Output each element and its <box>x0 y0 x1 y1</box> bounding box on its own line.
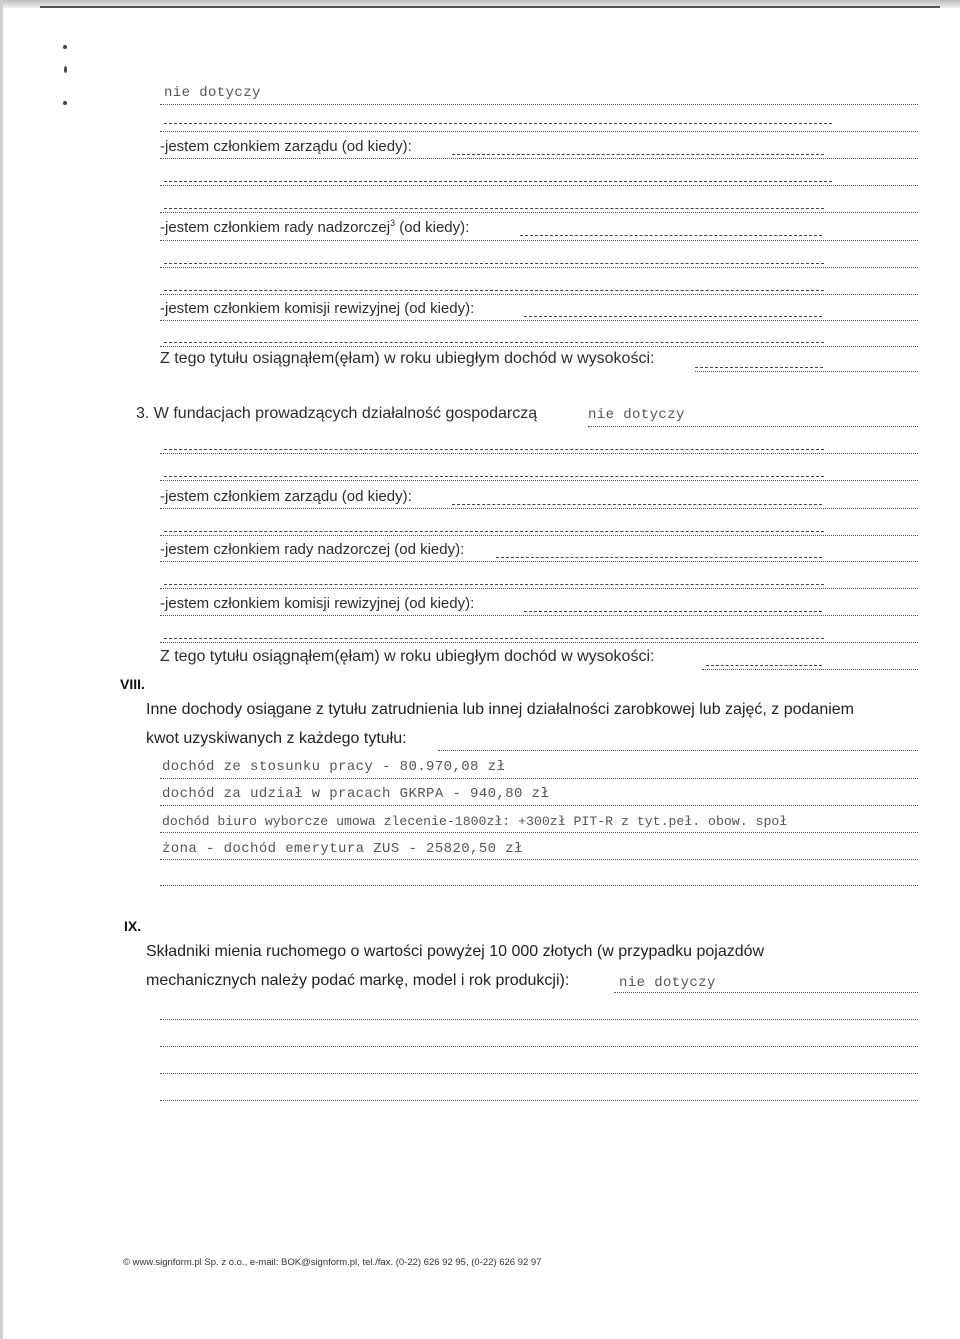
dash-line <box>160 458 918 480</box>
income-entry: dochód za udział w pracach GKRPA - 940,80 zł <box>162 786 550 802</box>
scan-left-edge <box>0 0 3 1339</box>
income-row <box>160 349 918 371</box>
dash-line <box>160 566 918 588</box>
dotted-rule <box>160 588 918 589</box>
dotted-rule <box>160 480 918 481</box>
supervisory-label: -jestem członkiem rady nadzorczej (od kiedy): <box>160 541 465 558</box>
board-membership-row <box>160 136 918 158</box>
dotted-rule <box>160 1073 918 1074</box>
section8-line1: Inne dochody osiągane z tytułu zatrudnienia lub innej działalności zarobkowej lub zajęć, z podaniem <box>146 701 854 718</box>
section9-line2: mechanicznych należy podać markę, model i rok produkcji): <box>146 972 570 989</box>
dash-line <box>160 620 918 642</box>
dash-fill <box>524 316 822 317</box>
dotted-rule <box>160 294 918 295</box>
dash-line <box>160 245 918 267</box>
dotted-rule <box>588 426 918 427</box>
scan-speck <box>64 66 67 73</box>
dotted-rule <box>438 750 918 751</box>
dotted-rule <box>160 615 918 616</box>
dotted-rule <box>160 185 918 186</box>
dotted-rule <box>160 642 918 643</box>
dash-fill <box>496 557 822 558</box>
dash-fill <box>520 235 822 236</box>
dotted-rule <box>160 267 918 268</box>
dotted-rule <box>160 778 918 779</box>
section3-heading <box>136 404 918 426</box>
income-entry: dochód ze stosunku pracy - 80.970,08 zł <box>162 759 506 775</box>
dash-line <box>160 272 918 294</box>
audit-label: -jestem członkiem komisji rewizyjnej (od kiedy): <box>160 300 475 317</box>
audit-committee-row <box>160 298 918 320</box>
income-label: Z tego tytułu osiągnąłem(ęłam) w roku ubiegłym dochód w wysokości: <box>160 648 655 665</box>
dotted-rule <box>160 1100 918 1101</box>
dash-line <box>160 431 918 453</box>
dotted-rule <box>160 508 918 509</box>
section3-board-row <box>160 486 918 508</box>
dotted-rule <box>160 561 918 562</box>
footnote-mark: 3 <box>390 218 396 228</box>
supervisory-label: -jestem członkiem rady nadzorczej$^3$ (od kiedy): <box>160 218 470 236</box>
section3-audit-row <box>160 593 918 615</box>
section3-number: 3. W fundacjach prowadzących działalność gospodarczą <box>136 405 538 422</box>
dotted-rule <box>160 1046 918 1047</box>
dotted-rule <box>695 371 918 372</box>
dash-fill <box>695 367 823 368</box>
dotted-rule <box>160 535 918 536</box>
dash-line <box>160 324 918 346</box>
answer-line <box>160 82 918 104</box>
dash-fill <box>524 611 822 612</box>
section9-line1: Składniki mienia ruchomego o wartości powyżej 10 000 złotych (w przypadku pojazdów <box>146 943 765 960</box>
board-label: -jestem członkiem zarządu (od kiedy): <box>160 138 412 155</box>
income-entry: dochód biuro wyborcze umowa zlecenie-1800zł: +300zł PIT-R z tyt.peł. obow. społ <box>162 814 788 829</box>
section9-answer: nie dotyczy <box>619 975 716 991</box>
scan-speck <box>63 45 67 49</box>
dash-line <box>160 163 918 185</box>
income-entry-row <box>160 756 918 778</box>
dotted-rule <box>160 240 918 241</box>
dash-line <box>160 105 918 127</box>
scan-speck <box>63 101 67 105</box>
income-entry-row <box>160 810 918 832</box>
income-entry-row <box>160 783 918 805</box>
dotted-rule <box>160 212 918 213</box>
dotted-rule <box>160 805 918 806</box>
dash-fill <box>452 504 822 505</box>
income-entry: żona - dochód emerytura ZUS - 25820,50 zł <box>162 841 523 857</box>
dotted-rule <box>702 669 918 670</box>
footer-copyright: © www.signform.pl Sp. z o.o., e-mail: BOK@signform.pl, tel./fax. (0-22) 626 92 95, (0-22) 626 92 97 <box>123 1257 542 1268</box>
dash-fill <box>706 665 822 666</box>
dotted-rule <box>160 885 918 886</box>
dotted-rule <box>160 346 918 347</box>
dotted-rule <box>614 992 918 993</box>
section3-answer: nie dotyczy <box>588 407 685 423</box>
section3-supervisory-row <box>160 539 918 561</box>
income-entry-row <box>160 838 918 860</box>
board-label: -jestem członkiem zarządu (od kiedy): <box>160 488 412 505</box>
dotted-rule <box>160 859 918 860</box>
dotted-rule <box>160 1019 918 1020</box>
section9-number: IX. <box>124 918 142 934</box>
section3-income-row <box>160 647 918 669</box>
supervisory-board-row <box>160 217 918 239</box>
scan-top-edge <box>40 6 940 8</box>
top-answer: nie dotyczy <box>164 85 261 101</box>
dotted-rule <box>160 453 918 454</box>
dotted-rule <box>160 158 918 159</box>
dotted-rule <box>160 320 918 321</box>
audit-label: -jestem członkiem komisji rewizyjnej (od kiedy): <box>160 595 475 612</box>
dash-fill <box>452 154 824 155</box>
dash-line <box>160 190 918 212</box>
dotted-rule <box>160 131 918 132</box>
dash-line <box>160 513 918 535</box>
section8-number: VIII. <box>120 676 145 692</box>
dotted-rule <box>160 832 918 833</box>
income-label: Z tego tytułu osiągnąłem(ęłam) w roku ubiegłym dochód w wysokości: <box>160 350 655 367</box>
section3-label: W fundacjach prowadzących działalność gospodarczą <box>153 405 538 422</box>
section8-line2: kwot uzyskiwanych z każdego tytułu: <box>146 730 407 747</box>
